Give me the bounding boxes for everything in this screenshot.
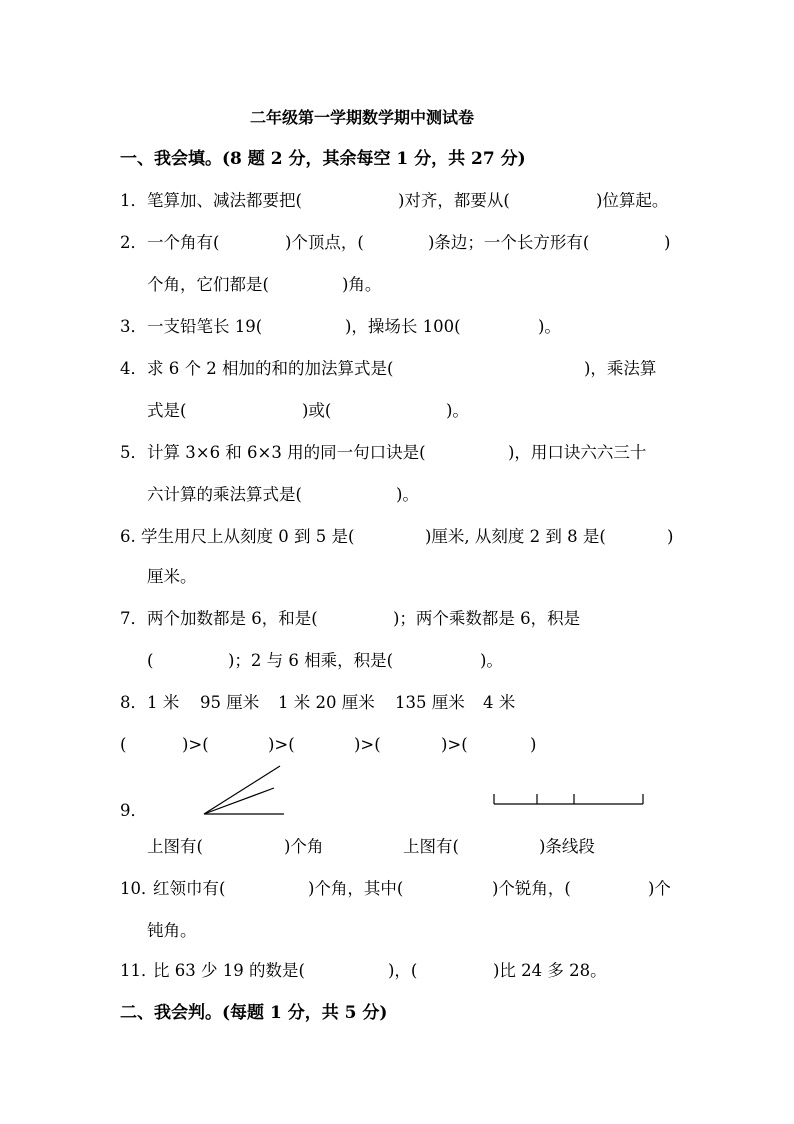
q3-number: 3． bbox=[120, 317, 147, 336]
q2-text-b: )个顶点，( bbox=[285, 233, 364, 252]
q9-text-b: )个角 bbox=[284, 837, 324, 856]
q6-text-b: )厘米, 从刻度 2 到 8 是( bbox=[425, 527, 606, 546]
question-8-compare bbox=[0, 728, 794, 762]
q10-number: 10． bbox=[120, 879, 158, 898]
q7-text-d: )；2 与 6 相乘，积是( bbox=[228, 651, 394, 670]
q7-text-c: ( bbox=[147, 651, 154, 670]
q4-text-e: )。 bbox=[446, 401, 469, 420]
q4-text-a: 求 6 个 2 相加的和的加法算式是( bbox=[147, 359, 394, 378]
q6-text-d: 厘米。 bbox=[147, 567, 197, 586]
q8-compare-part: )>( bbox=[182, 735, 209, 754]
question-2-cont bbox=[0, 268, 794, 302]
q8-item: 135 厘米 bbox=[395, 693, 465, 712]
q1-text-b: )对齐，都要从( bbox=[398, 191, 510, 210]
question-4-cont bbox=[0, 394, 794, 428]
question-7-cont bbox=[0, 644, 794, 678]
question-3 bbox=[0, 310, 794, 344]
q5-number: 5． bbox=[120, 443, 147, 462]
line-segment-figure bbox=[488, 790, 648, 810]
q11-text-a: 比 63 少 19 的数是( bbox=[153, 961, 305, 980]
q4-number: 4． bbox=[120, 359, 147, 378]
q3-text-b: )，操场长 100( bbox=[345, 317, 461, 336]
q3-text-c: )。 bbox=[538, 317, 561, 336]
exam-title-row bbox=[0, 101, 794, 135]
section-2-heading: 二、我会判。(每题 1 分，共 5 分) bbox=[120, 1003, 388, 1023]
q5-text-b: )，用口诀六六三十 bbox=[508, 443, 647, 462]
question-8 bbox=[0, 686, 794, 720]
q4-text-b: )，乘法算 bbox=[584, 359, 657, 378]
section-2-heading-row bbox=[0, 996, 794, 1030]
q5-text-d: )。 bbox=[396, 485, 419, 504]
q10-text-b: )个角，其中( bbox=[308, 879, 404, 898]
q11-number: 11． bbox=[120, 961, 158, 980]
q8-item: 1 米 bbox=[147, 693, 180, 712]
q7-text-e: )。 bbox=[480, 651, 503, 670]
q1-text-a: 笔算加、减法都要把( bbox=[147, 191, 302, 210]
exam-title: 二年级第一学期数学期中测试卷 bbox=[250, 108, 475, 127]
question-6-cont bbox=[0, 560, 794, 594]
question-11 bbox=[0, 954, 794, 988]
q2-text-a: 一个角有( bbox=[147, 233, 220, 252]
q2-number: 2． bbox=[120, 233, 147, 252]
question-9 bbox=[0, 830, 794, 864]
question-5 bbox=[0, 436, 794, 470]
question-5-cont bbox=[0, 478, 794, 512]
q1-text-c: )位算起。 bbox=[596, 191, 669, 210]
q10-text-e: 钝角。 bbox=[147, 921, 197, 940]
q6-text-a: 6. 学生用尺上从刻度 0 到 5 是( bbox=[120, 527, 355, 546]
q9-number: 9． bbox=[120, 801, 147, 820]
q3-text-a: 一支铅笔长 19( bbox=[147, 317, 263, 336]
section-1-heading: 一、我会填。(8 题 2 分，其余每空 1 分，共 27 分) bbox=[120, 149, 526, 169]
q10-text-c: )个锐角，( bbox=[492, 879, 571, 898]
q4-text-c: 式是( bbox=[147, 401, 187, 420]
question-7 bbox=[0, 602, 794, 636]
q2-text-e: 个角，它们都是( bbox=[147, 275, 269, 294]
angle-figure bbox=[198, 760, 288, 820]
q10-text-d: )个 bbox=[648, 879, 671, 898]
q8-item: 1 米 20 厘米 bbox=[278, 693, 375, 712]
q7-number: 7． bbox=[120, 609, 147, 628]
q11-text-b: )，( bbox=[388, 961, 418, 980]
q6-text-c: ) bbox=[667, 527, 674, 546]
q1-number: 1． bbox=[120, 191, 147, 210]
question-10-cont bbox=[0, 914, 794, 948]
q7-text-b: )；两个乘数都是 6，积是 bbox=[393, 609, 581, 628]
q8-compare-part: )>( bbox=[354, 735, 381, 754]
q9-text-a: 上图有( bbox=[147, 837, 203, 856]
question-4 bbox=[0, 352, 794, 386]
q2-text-f: )角。 bbox=[342, 275, 382, 294]
q8-compare-part: ) bbox=[530, 735, 537, 754]
q9-text-d: )条线段 bbox=[539, 837, 595, 856]
q8-number: 8． bbox=[120, 693, 147, 712]
section-1-heading-row bbox=[0, 142, 794, 176]
q8-item: 95 厘米 bbox=[200, 693, 260, 712]
q8-compare-part: )>( bbox=[441, 735, 468, 754]
q2-text-c: )条边；一个长方形有( bbox=[428, 233, 590, 252]
question-9-label bbox=[0, 794, 794, 828]
q11-text-c: )比 24 多 28。 bbox=[493, 961, 607, 980]
question-1 bbox=[0, 184, 794, 218]
q5-text-a: 计算 3×6 和 6×3 用的同一句口诀是( bbox=[147, 443, 426, 462]
q4-text-d: )或( bbox=[302, 401, 332, 420]
question-2 bbox=[0, 226, 794, 260]
question-6 bbox=[0, 520, 794, 554]
q8-item: 4 米 bbox=[483, 693, 516, 712]
q7-text-a: 两个加数都是 6，和是( bbox=[147, 609, 318, 628]
q8-compare-part: ( bbox=[120, 735, 127, 754]
q2-text-d: ) bbox=[664, 233, 671, 252]
question-10 bbox=[0, 872, 794, 906]
q10-text-a: 红领巾有( bbox=[153, 879, 226, 898]
q9-text-c: 上图有( bbox=[403, 837, 459, 856]
q8-compare-part: )>( bbox=[268, 735, 295, 754]
q5-text-c: 六计算的乘法算式是( bbox=[147, 485, 302, 504]
